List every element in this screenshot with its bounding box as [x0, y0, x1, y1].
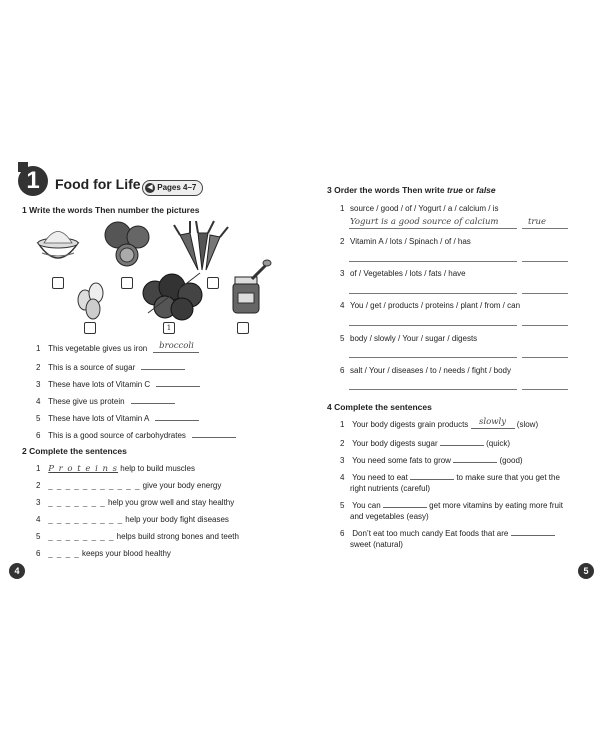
exercise-1-list	[36, 341, 236, 446]
picture-box-carrots[interactable]	[207, 277, 219, 289]
answer-field[interactable]	[156, 378, 200, 387]
answer-field[interactable]	[511, 527, 555, 536]
unit-title: Food for Life	[55, 176, 141, 192]
exercise-3-heading: 3 Order the words Then write true or false	[327, 185, 496, 195]
oranges-icon	[105, 222, 149, 266]
answer-field[interactable]	[155, 412, 199, 421]
list-item: 1 P r o t e i n s help to build muscles	[36, 464, 196, 474]
exercise-3-item-2: 2 Vitamin A / lots / Spinach / of / has	[340, 237, 471, 246]
broccoli-number: 1	[166, 324, 172, 332]
answer-field[interactable]: slowly	[471, 420, 515, 429]
list-item: 5 These have lots of Vitamin A	[36, 412, 236, 429]
unit-number-badge	[18, 162, 48, 200]
jam-jar-icon	[233, 260, 271, 313]
exercise-4-heading: 4 Complete the sentences	[327, 402, 432, 412]
list-item: 5 You can get more vitamins by eating more fruit and vegetables (easy)	[340, 501, 564, 521]
answer-field[interactable]	[131, 395, 175, 404]
pages-reference[interactable]	[142, 180, 203, 196]
exercise-3-item-3: 3 of / Vegetables / lots / fats / have	[340, 269, 466, 278]
exercise-3-item-6: 6 salt / Your / diseases / to / needs / fight / body	[340, 366, 511, 375]
answer-field[interactable]	[410, 471, 454, 480]
exercise-2-heading: 2 Complete the sentences	[22, 446, 127, 456]
true-false-line[interactable]	[522, 261, 568, 262]
list-item: 3 You need some fats to grow (good)	[340, 456, 523, 465]
answer-field[interactable]	[383, 499, 427, 508]
answer-field[interactable]: _ _ _ _	[48, 549, 80, 558]
picture-box-broccoli[interactable]	[163, 322, 175, 334]
answer-field[interactable]: _ _ _ _ _ _ _ _	[48, 532, 115, 541]
exercise-2-list	[36, 464, 239, 566]
sentence-line[interactable]	[349, 293, 517, 294]
unit-number: 1	[18, 166, 48, 196]
list-item: 2 This is a source of sugar	[36, 361, 236, 378]
picture-box-rice[interactable]	[52, 277, 64, 289]
sentence-line[interactable]	[349, 389, 517, 390]
list-item: 5 _ _ _ _ _ _ _ _ helps build strong bones and teeth	[36, 532, 239, 541]
exercise-3-item-1: 1 source / good / of / Yogurt / a / calcium / is	[340, 204, 499, 213]
list-item: 1 Your body digests grain products slowly (slow)	[340, 417, 539, 429]
true-false-line[interactable]	[522, 357, 568, 358]
sentence-line[interactable]	[349, 325, 517, 326]
answer-field[interactable]: _ _ _ _ _ _ _ _ _ _ _	[48, 481, 141, 490]
exercise-3-item-5: 5 body / slowly / Your / sugar / digests	[340, 334, 478, 343]
answer-field[interactable]: P r o t e i n s	[48, 464, 119, 474]
broccoli-icon	[143, 273, 202, 320]
true-false-line[interactable]	[522, 325, 568, 326]
answer-field[interactable]: broccoli	[153, 344, 199, 353]
page-number-right: 5	[578, 563, 594, 579]
true-false-line[interactable]	[522, 228, 568, 229]
answer-field[interactable]	[440, 437, 484, 446]
list-item: 3 These have lots of Vitamin C	[36, 378, 236, 395]
answer-field[interactable]	[453, 454, 497, 463]
sentence-answer[interactable]: Yogurt is a good source of calcium	[350, 217, 499, 227]
page-number-left: 4	[9, 563, 25, 579]
list-item: 6 Don’t eat too much candy Eat foods that are sweet (natural)	[340, 527, 585, 555]
carrots-icon	[174, 221, 228, 270]
list-item: 6 This is a good source of carbohydrates	[36, 429, 236, 446]
answer-field[interactable]: _ _ _ _ _ _ _ _ _	[48, 515, 124, 524]
list-item: 6 _ _ _ _ keeps your blood healthy	[36, 549, 171, 558]
true-false-line[interactable]	[522, 389, 568, 390]
list-item: 4 You need to eat to make sure that you get the right nutrients (careful)	[340, 473, 560, 493]
list-item: 2 Your body digests sugar (quick)	[340, 439, 511, 448]
exercise-4-list	[340, 417, 585, 555]
pages-label: Pages 4–7	[157, 183, 197, 192]
list-item: 4 _ _ _ _ _ _ _ _ _ help your body fight diseases	[36, 515, 229, 524]
answer-field[interactable]	[192, 429, 236, 438]
eggs-icon	[78, 283, 103, 319]
answer-field[interactable]	[141, 361, 185, 370]
list-item: 3 _ _ _ _ _ _ _ help you grow well and stay healthy	[36, 498, 235, 507]
rice-bowl-icon	[38, 232, 78, 259]
picture-box-eggs[interactable]	[84, 322, 96, 334]
exercise-3-item-4: 4 You / get / products / proteins / plant / from / can	[340, 301, 521, 310]
arrow-left-icon: ◀	[145, 183, 155, 193]
sentence-line[interactable]	[349, 357, 517, 358]
sentence-line[interactable]	[349, 261, 517, 262]
list-item: 4 These give us protein	[36, 395, 236, 412]
list-item: 2 _ _ _ _ _ _ _ _ _ _ _ give your body energy	[36, 481, 222, 490]
sentence-line[interactable]	[349, 228, 517, 229]
true-false-line[interactable]	[522, 293, 568, 294]
true-false-answer[interactable]: true	[528, 217, 546, 227]
exercise-1-heading: 1 Write the words Then number the pictures	[22, 205, 200, 215]
picture-box-jam[interactable]	[237, 322, 249, 334]
picture-box-oranges[interactable]	[121, 277, 133, 289]
list-item: 1 This vegetable gives us iron broccoli	[36, 344, 236, 361]
answer-field[interactable]: _ _ _ _ _ _ _	[48, 498, 106, 507]
